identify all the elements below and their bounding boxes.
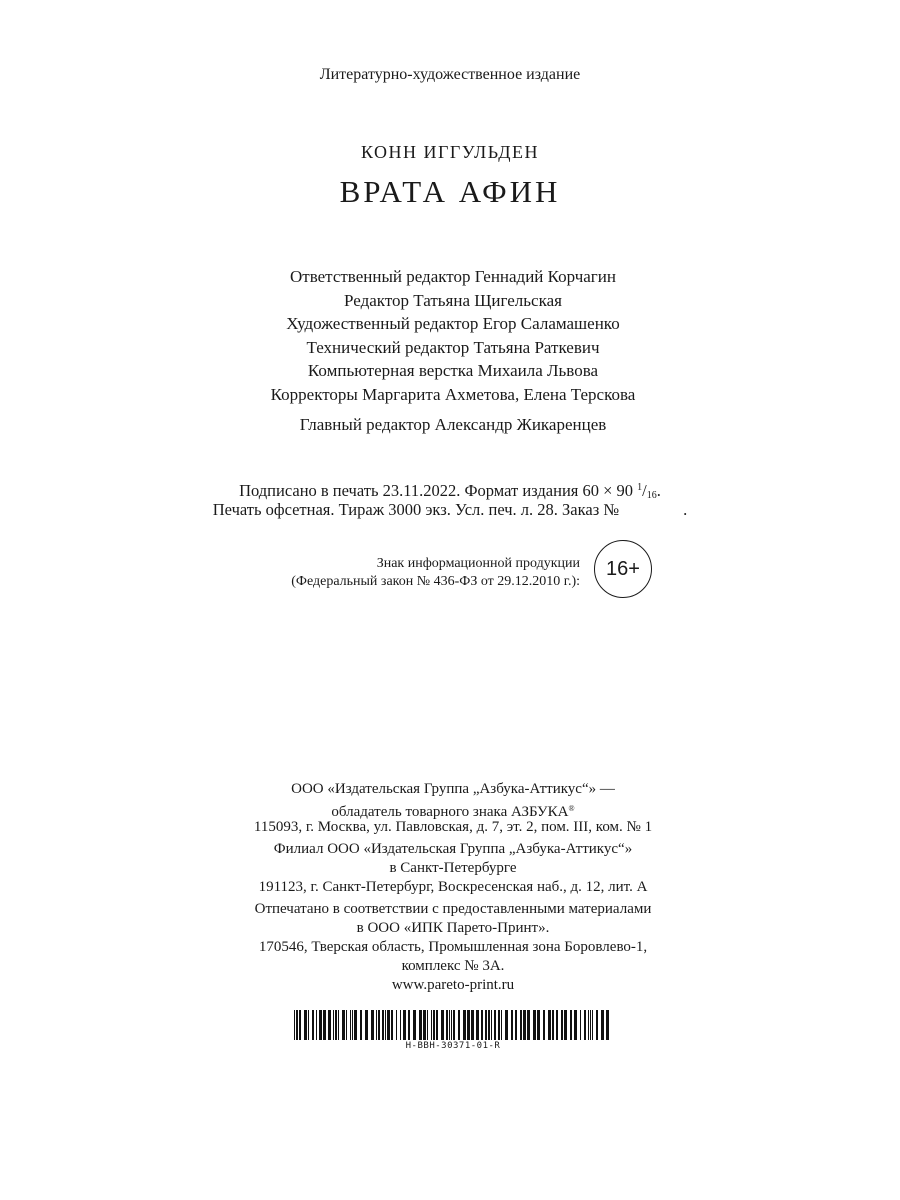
imprint-line: 115093, г. Москва, ул. Павловская, д. 7, эт. 2, пом. III, ком. № 1 <box>253 819 653 835</box>
barcode-bar <box>449 1010 450 1040</box>
imprint-text: обладатель товарного знака АЗБУКА <box>331 804 569 820</box>
barcode-bar <box>304 1010 307 1040</box>
age-rating-badge: 16+ <box>594 540 652 598</box>
barcode-bar <box>574 1010 577 1040</box>
barcode-bar <box>419 1010 422 1040</box>
barcode-bar <box>408 1010 410 1040</box>
imprint-line: www.pareto-print.ru <box>391 977 515 993</box>
barcode-bar <box>564 1010 567 1040</box>
barcode-bar <box>371 1010 374 1040</box>
barcode-bar <box>423 1010 426 1040</box>
barcode-bar <box>346 1010 347 1040</box>
barcode-bar <box>520 1010 522 1040</box>
print-info-text-2: Печать офсетная. Тираж 3000 экз. Усл. печ. л. 28. Заказ № <box>212 500 620 519</box>
barcode-bar <box>382 1010 384 1040</box>
barcode-bar <box>387 1010 390 1040</box>
barcode-bar <box>433 1010 435 1040</box>
imprint-line: Отпечатано в соответствии с предоставленными материалами <box>254 901 652 917</box>
imprint-line: ООО «Издательская Группа „Азбука-Аттикус“» — <box>291 781 615 797</box>
credit-line: Корректоры Маргарита Ахметова, Елена Терскова <box>270 384 636 404</box>
barcode-bar <box>378 1010 380 1040</box>
barcode-bar <box>601 1010 604 1040</box>
barcode-bar <box>400 1010 401 1040</box>
credit-line: Компьютерная верстка Михаила Львова <box>307 361 599 381</box>
barcode-bar <box>505 1010 508 1040</box>
format-slash: / <box>642 481 647 500</box>
barcode-bar <box>485 1010 487 1040</box>
barcode-bar <box>543 1010 545 1040</box>
barcode-bar <box>413 1010 416 1040</box>
imprint-line: 170546, Тверская область, Промышленная зона Боровлево-1, <box>258 939 648 955</box>
book-author: КОНН ИГГУЛЬДЕН <box>360 142 540 162</box>
barcode-bar <box>323 1010 326 1040</box>
barcode-bar <box>333 1010 334 1040</box>
barcode-bar <box>498 1010 500 1040</box>
barcode-bar <box>590 1010 591 1040</box>
barcode-bar <box>458 1010 460 1040</box>
print-info-end-2: . <box>683 500 688 519</box>
barcode-bar <box>294 1010 295 1040</box>
barcode-bar <box>441 1010 444 1040</box>
barcode-bar <box>463 1010 466 1040</box>
barcode-bar <box>488 1010 490 1040</box>
book-title: ВРАТА АФИН <box>339 174 561 209</box>
credit-line: Редактор Татьяна Щигельская <box>344 290 562 310</box>
barcode-bar <box>365 1010 368 1040</box>
barcode-bar <box>561 1010 563 1040</box>
barcode-bar <box>352 1010 353 1040</box>
barcode-bar <box>328 1010 331 1040</box>
barcode-bar <box>312 1010 314 1040</box>
barcode-bar <box>299 1010 301 1040</box>
barcode-bar <box>451 1010 452 1040</box>
imprint-line: в ООО «ИПК Парето-Принт». <box>356 920 550 936</box>
barcode-bar <box>471 1010 474 1040</box>
print-info-text: Подписано в печать 23.11.2022. Формат издания 60 × 90 <box>239 481 638 500</box>
barcode-bar <box>354 1010 357 1040</box>
barcode-bar <box>316 1010 317 1040</box>
barcode-bar <box>385 1010 386 1040</box>
barcode-bar <box>501 1010 502 1040</box>
print-info-end: . <box>656 481 661 500</box>
barcode-bar <box>446 1010 448 1040</box>
format-denominator: 16 <box>646 490 657 501</box>
barcode-bar <box>396 1010 397 1040</box>
barcode-bar <box>391 1010 393 1040</box>
barcode-bar <box>552 1010 554 1040</box>
imprint-line: 191123, г. Санкт-Петербург, Воскресенская наб., д. 12, лит. А <box>258 879 648 895</box>
barcode-bar <box>527 1010 530 1040</box>
imprint-block <box>0 780 900 995</box>
credit-line: Ответственный редактор Геннадий Корчагин <box>290 267 616 286</box>
barcode-bar <box>523 1010 526 1040</box>
barcode-bar <box>537 1010 540 1040</box>
barcode-bar <box>427 1010 428 1040</box>
barcode-bar <box>515 1010 517 1040</box>
barcode-bar <box>533 1010 536 1040</box>
print-info-line-2 <box>0 500 900 520</box>
barcode-bar <box>606 1010 609 1040</box>
barcode-bar <box>360 1010 362 1040</box>
barcode-bar <box>596 1010 598 1040</box>
barcode-bar <box>467 1010 470 1040</box>
barcode <box>294 1010 612 1040</box>
barcode-bar <box>588 1010 589 1040</box>
print-info-line-1 <box>0 481 900 501</box>
barcode-bar <box>342 1010 345 1040</box>
credit-line: Художественный редактор Егор Саламашенко <box>286 314 620 334</box>
barcode-bar <box>548 1010 551 1040</box>
imprint-line: комплекс № 3А. <box>401 958 505 974</box>
info-sign-line: (Федеральный закон № 436-ФЗ от 29.12.2010 г.): <box>291 574 580 589</box>
barcode-bar <box>476 1010 479 1040</box>
credit-line: Технический редактор Татьяна Раткевич <box>306 337 600 357</box>
barcode-bar <box>592 1010 593 1040</box>
imprint-line <box>0 799 900 818</box>
barcode-bar <box>350 1010 351 1040</box>
barcode-bar <box>511 1010 513 1040</box>
barcode-bar <box>453 1010 455 1040</box>
barcode-bar <box>481 1010 483 1040</box>
barcode-bar <box>376 1010 377 1040</box>
publication-type: Литературно-художественное издание <box>319 66 581 83</box>
barcode-bar <box>338 1010 339 1040</box>
barcode-bar <box>570 1010 572 1040</box>
info-sign-text <box>240 555 580 591</box>
barcode-bar <box>335 1010 337 1040</box>
barcode-bar <box>584 1010 586 1040</box>
barcode-bar <box>431 1010 432 1040</box>
imprint-line: в Санкт-Петербурге <box>389 860 517 876</box>
trademark-symbol: ® <box>568 804 575 813</box>
barcode-bar <box>436 1010 438 1040</box>
barcode-bar <box>319 1010 322 1040</box>
chief-editor: Главный редактор Александр Жикаренцев <box>299 415 607 434</box>
barcode-bar <box>556 1010 558 1040</box>
format-numerator: 1 <box>637 482 643 493</box>
barcode-bar <box>580 1010 581 1040</box>
barcode-bar <box>296 1010 298 1040</box>
barcode-bar <box>491 1010 492 1040</box>
barcode-code: H-BBH-30371-01-R <box>405 1041 501 1051</box>
imprint-line: Филиал ООО «Издательская Группа „Азбука-Аттикус“» <box>273 841 633 857</box>
credits-list <box>0 265 900 407</box>
barcode-bar <box>494 1010 496 1040</box>
barcode-bar <box>403 1010 406 1040</box>
info-sign-line: Знак информационной продукции <box>376 556 580 571</box>
barcode-bar <box>308 1010 309 1040</box>
